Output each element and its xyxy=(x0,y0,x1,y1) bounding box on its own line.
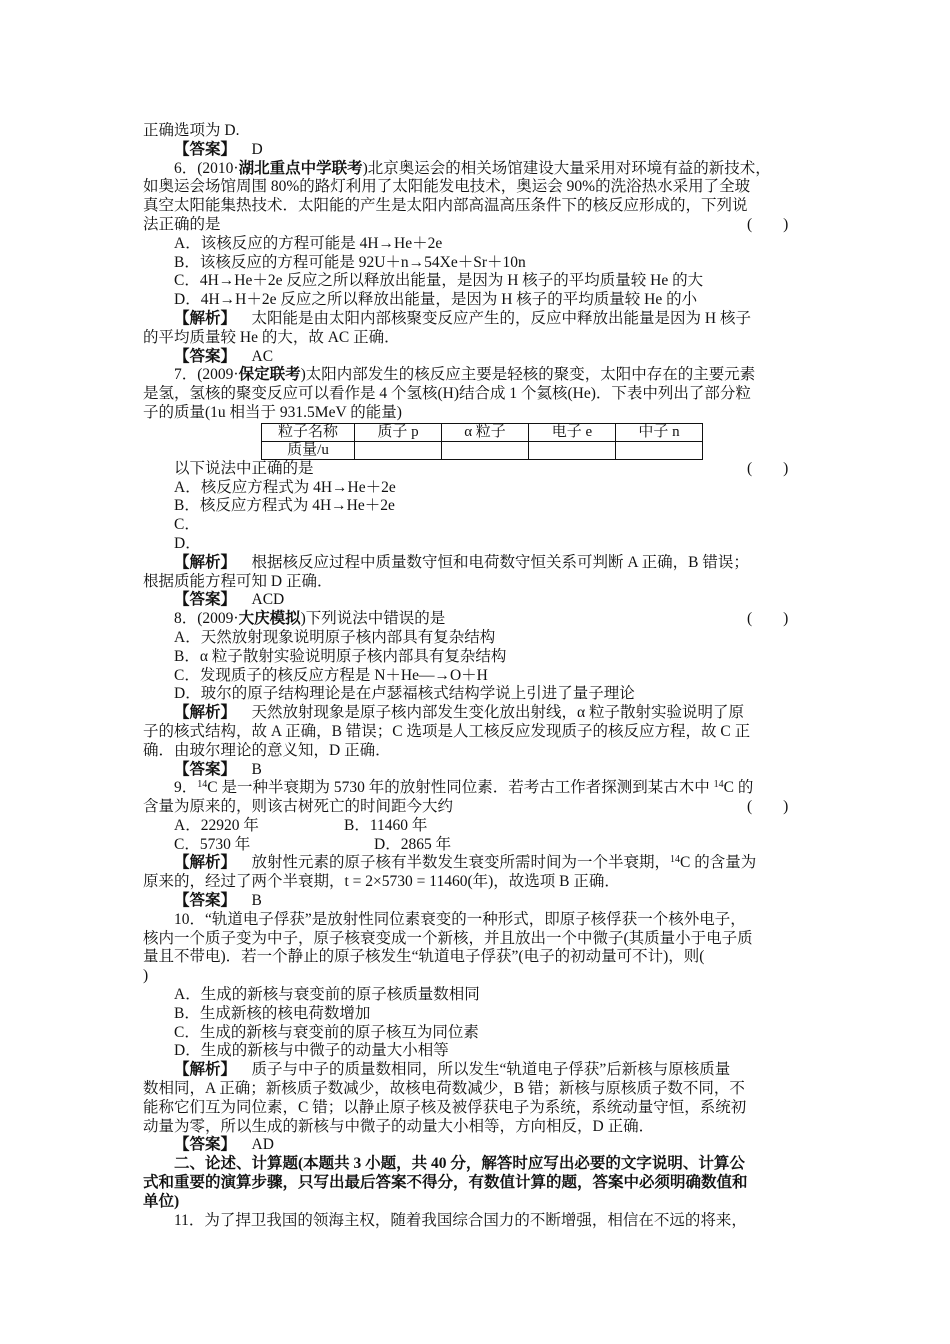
option-c: C．5730 年 xyxy=(174,835,251,853)
text-line: 正确选项为 D. xyxy=(143,122,240,139)
text-line: 确．由玻尔理论的意义知，D 正确． xyxy=(143,741,391,759)
answer-tag: 【答案】 xyxy=(174,892,237,910)
text-line: 的平均质量较 He 的大，故 AC 正确． xyxy=(143,328,400,346)
analysis-tag: 【解析】 xyxy=(174,854,237,872)
text-line: 量且不带电)．若一个静止的原子核发生“轨道电子俘获”(电子的初动量可不计)，则( xyxy=(143,948,705,966)
question-6: 6．(2010·湖北重点中学联考)北京奥运会的相关场馆建设大量采用对环境有益的新技术， xyxy=(174,159,771,177)
text-line: 数相同，A 正确；新核质子数减少，故核电荷数减少，B 错；新核与原核质子数不同，不 xyxy=(143,1080,745,1098)
option-d: D． xyxy=(174,534,201,552)
option-a: A．22920 年 xyxy=(174,816,259,834)
text-line: 如奥运会场馆周围 80%的路灯利用了太阳能发电技术，奥运会 90%的洗浴热水采用了全玻 xyxy=(143,178,751,196)
table-cell: α 粒子 xyxy=(442,423,529,441)
options-row xyxy=(143,836,807,855)
answer-blank: ( ) xyxy=(747,610,789,628)
answer-value: AD xyxy=(251,1136,274,1154)
section-heading-line: 式和重要的演算步骤，只写出最后答案不得分，有数值计算的题，答案中必须明确数值和 xyxy=(143,1174,748,1192)
option-a: A．天然放射现象说明原子核内部具有复杂结构 xyxy=(174,628,496,646)
question-7: 7．(2009·保定联考)太阳内部发生的核反应主要是轻核的聚变，太阳中存在的主要元素 xyxy=(174,366,756,384)
option-c: C．4H→He＋2e 反应之所以释放出能量，是因为 H 核子的平均质量较 He 的大 xyxy=(174,272,704,290)
analysis-tag: 【解析】 xyxy=(174,309,237,327)
answer-6 xyxy=(143,348,807,367)
answer-tag: 【答案】 xyxy=(174,140,237,158)
answer-5 xyxy=(143,141,807,160)
text-line: 原来的，经过了两个半衰期，t = 2×5730 = 11460(年)，故选项 B 正确． xyxy=(143,873,620,891)
analysis-9: 【解析】 放射性元素的原子核有半数发生衰变所需时间为一个半衰期，$^{14}$C 的含量为 xyxy=(174,854,757,872)
option-b: B．生成新核的核电荷数增加 xyxy=(174,1004,371,1022)
question-8: 8．(2009·大庆模拟)下列说法中错误的是 ( ) xyxy=(143,610,807,629)
question-10: 10．“轨道电子俘获”是放射性同位素衰变的一种形式，即原子核俘获一个核外电子， xyxy=(174,910,746,928)
answer-value: B xyxy=(251,760,262,778)
answer-value: ACD xyxy=(251,591,285,609)
option-a: A．该核反应的方程可能是 4H→He＋2e xyxy=(174,234,443,252)
text-line: 根据质能方程可知 D 正确． xyxy=(143,572,333,590)
table-cell xyxy=(442,441,529,459)
answer-10 xyxy=(143,1136,807,1155)
option-c: C．生成的新核与衰变前的原子核互为同位素 xyxy=(174,1023,479,1041)
answer-tag: 【答案】 xyxy=(174,760,237,778)
option-d: D．玻尔的原子结构理论是在卢瑟福核式结构学说上引进了量子理论 xyxy=(174,685,635,703)
answer-value: AC xyxy=(251,347,274,365)
option-c: C．发现质子的核反应方程是 N＋He―→O＋H xyxy=(174,666,488,684)
option-b: B．核反应方程式为 4H→He＋2e xyxy=(174,497,395,515)
option-d: D．2865 年 xyxy=(374,835,452,853)
particle-mass-table xyxy=(261,423,703,460)
question-9: 9．$^{14}$C 是一种半衰期为 5730 年的放射性同位素．若考古工作者探测到某古木中 $^{14}$C 的 xyxy=(174,779,754,797)
option-a: A．生成的新核与衰变前的原子核质量数相同 xyxy=(174,986,480,1004)
answer-blank: ( ) xyxy=(747,798,789,816)
question-line: 含量为原来的，则该古树死亡的时间距今大约 ( ) xyxy=(143,798,807,817)
table-cell xyxy=(529,441,616,459)
table-header-row xyxy=(262,423,703,441)
question-source: 大庆模拟 xyxy=(238,610,301,628)
table-cell xyxy=(355,441,442,459)
answer-blank: ( ) xyxy=(747,215,789,233)
option-b: B．α 粒子散射实验说明原子核内部具有复杂结构 xyxy=(174,647,507,665)
table-cell: 粒子名称 xyxy=(262,423,355,441)
text-line: 子的质量(1u 相当于 931.5MeV 的能量) xyxy=(143,403,402,421)
option-b: B．该核反应的方程可能是 92U＋n→54Xe＋Sr＋10n xyxy=(174,253,526,271)
question-line: 法正确的是 ( ) xyxy=(143,216,807,235)
option-c: C． xyxy=(174,516,200,534)
answer-value: B xyxy=(251,892,262,910)
text-line: 能称它们互为同位素，C 错；以静止原子核及被俘获电子为系统，系统动量守恒，系统初 xyxy=(143,1098,747,1116)
question-11: 11．为了捍卫我国的领海主权，随着我国综合国力的不断增强，相信在不远的将来， xyxy=(174,1211,747,1229)
table-cell: 质子 p xyxy=(355,423,442,441)
analysis-6: 【解析】 太阳能是由太阳内部核聚变反应产生的，反应中释放出能量是因为 H 核子 xyxy=(174,309,751,327)
table-cell: 中子 n xyxy=(616,423,703,441)
text-line: 真空太阳能集热技术．太阳能的产生是太阳内部高温高压条件下的核反应形成的，下列说 xyxy=(143,197,748,215)
analysis-10: 【解析】 质子与中子的质量数相同，所以发生“轨道电子俘获”后新核与原核质量 xyxy=(174,1061,731,1079)
question-source: 保定联考 xyxy=(238,366,301,384)
question-line: 以下说法中正确的是 ( ) xyxy=(143,460,807,479)
text-line: 子的核式结构，故 A 正确，B 错误；C 选项是人工核反应发现质子的核反应方程，故 C 正 xyxy=(143,722,751,740)
analysis-8: 【解析】 天然放射现象是原子核内部发生变化放出射线，α 粒子散射实验说明了原 xyxy=(174,704,745,722)
text-line: 是氢，氢核的聚变反应可以看作是 4 个氢核(H)结合成 1 个氦核(He)．下表中列出了部分粒 xyxy=(143,385,751,403)
table-cell: 电子 e xyxy=(529,423,616,441)
analysis-tag: 【解析】 xyxy=(174,1061,237,1079)
text-line: 核内一个质子变为中子，原子核衰变成一个新核，并且放出一个中微子(其质量小于电子质 xyxy=(143,929,753,947)
option-b: B．11460 年 xyxy=(344,816,428,834)
section-heading-line: 单位) xyxy=(143,1192,180,1210)
option-d: D．4H→H＋2e 反应之所以释放出能量，是因为 H 核子的平均质量较 He 的小 xyxy=(174,291,698,309)
table-cell: 质量/u xyxy=(262,441,355,459)
section-heading: 二、论述、计算题(本题共 3 小题，共 40 分，解答时应写出必要的文字说明、计算公 xyxy=(174,1155,745,1173)
analysis-7: 【解析】 根据核反应过程中质量数守恒和电荷数守恒关系可判断 A 正确，B 错误； xyxy=(174,553,749,571)
answer-7 xyxy=(143,591,807,610)
table-cell xyxy=(616,441,703,459)
analysis-tag: 【解析】 xyxy=(174,553,237,571)
text-line: 动量为零，所以生成的新核与中微子的动量大小相等，方向相反，D 正确． xyxy=(143,1117,655,1135)
option-a: A．核反应方程式为 4H→He＋2e xyxy=(174,478,396,496)
answer-8 xyxy=(143,761,807,780)
text-line: ) xyxy=(143,967,149,985)
answer-blank: ( ) xyxy=(747,459,789,477)
analysis-tag: 【解析】 xyxy=(174,704,237,722)
answer-tag: 【答案】 xyxy=(174,347,237,365)
options-row xyxy=(143,817,807,836)
question-source: 湖北重点中学联考 xyxy=(238,159,363,177)
option-d: D．生成的新核与中微子的动量大小相等 xyxy=(174,1042,449,1060)
table-row xyxy=(262,441,703,459)
answer-tag: 【答案】 xyxy=(174,1136,237,1154)
answer-9 xyxy=(143,892,807,911)
answer-tag: 【答案】 xyxy=(174,591,237,609)
answer-value: D xyxy=(251,140,263,158)
